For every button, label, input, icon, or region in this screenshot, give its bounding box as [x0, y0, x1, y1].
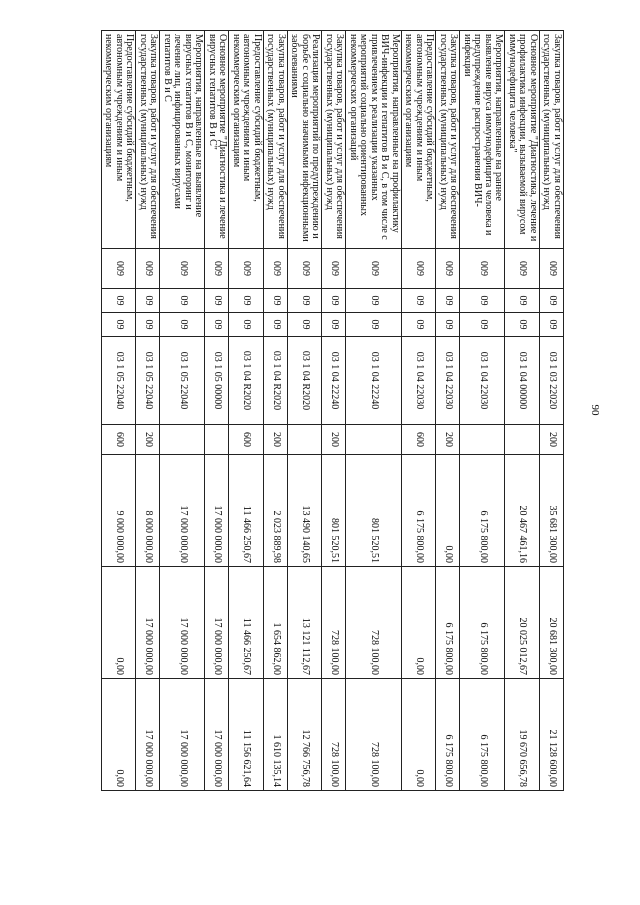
row-value-1: 6 175 800,00 [460, 455, 505, 567]
row-csr: 03 1 04 22240 [322, 337, 346, 425]
row-vr: 200 [264, 425, 288, 455]
row-gr: 009 [436, 249, 460, 289]
row-rz: 09 [436, 289, 460, 313]
table-row [402, 31, 437, 791]
row-csr: 03 1 04 22030 [436, 337, 460, 425]
row-value-3: 1 610 135,14 [264, 679, 288, 791]
row-gr: 009 [229, 249, 264, 289]
table-row [160, 31, 205, 791]
row-rz: 09 [322, 289, 346, 313]
row-rz: 09 [102, 289, 137, 313]
row-vr [505, 425, 540, 455]
row-value-2: 728 100,00 [346, 567, 402, 679]
row-value-2: 6 175 800,00 [460, 567, 505, 679]
row-csr: 03 1 04 R2020 [264, 337, 288, 425]
row-name: Основное мероприятие "Диагностика, лечение и профилактика инфекции, вызываемой вирусом иммунодефицита человека" [505, 31, 540, 249]
row-value-1: 2 023 889,98 [264, 455, 288, 567]
row-value-2: 20 681 300,00 [540, 567, 564, 679]
table-row [436, 31, 460, 791]
row-value-1: 11 466 250,67 [229, 455, 264, 567]
row-value-2: 1 654 862,00 [264, 567, 288, 679]
row-pr: 09 [102, 313, 137, 337]
row-csr: 03 1 04 R2020 [288, 337, 323, 425]
row-value-3: 6 175 800,00 [436, 679, 460, 791]
row-pr: 09 [136, 313, 160, 337]
table-row [460, 31, 505, 791]
row-value-2: 13 121 112,67 [288, 567, 323, 679]
row-pr: 09 [264, 313, 288, 337]
row-name: Основное мероприятие "Диагностика и лечение вирусных гепатитов В и С" [205, 31, 229, 249]
row-vr [460, 425, 505, 455]
row-name: Предоставление субсидий бюджетным, автономным учреждениям и иным некоммерческим организациям [102, 31, 137, 249]
row-rz: 09 [205, 289, 229, 313]
rotated-page [30, 30, 606, 790]
row-name: Закупка товаров, работ и услуг для обеспечения государственных (муниципальных) нужд [136, 31, 160, 249]
row-pr: 09 [229, 313, 264, 337]
row-gr: 009 [288, 249, 323, 289]
row-value-1: 17 000 000,00 [205, 455, 229, 567]
row-value-1: 20 467 461,16 [505, 455, 540, 567]
row-value-1: 6 175 800,00 [402, 455, 437, 567]
row-gr: 009 [264, 249, 288, 289]
row-rz: 09 [540, 289, 564, 313]
budget-table [101, 30, 564, 791]
row-value-1: 801 520,51 [346, 455, 402, 567]
row-vr [288, 425, 323, 455]
row-csr: 03 1 04 R2020 [229, 337, 264, 425]
row-pr: 09 [205, 313, 229, 337]
row-pr: 09 [505, 313, 540, 337]
row-value-2: 17 000 000,00 [136, 567, 160, 679]
row-value-3: 728 100,00 [322, 679, 346, 791]
row-value-1: 0,00 [436, 455, 460, 567]
row-value-3: 0,00 [402, 679, 437, 791]
row-gr: 009 [102, 249, 137, 289]
row-pr: 09 [540, 313, 564, 337]
row-csr: 03 1 03 22020 [540, 337, 564, 425]
row-name: Предоставление субсидий бюджетным, автономным учреждениям и иным некоммерческим организациям [402, 31, 437, 249]
row-csr: 03 1 05 22040 [102, 337, 137, 425]
table-row [102, 31, 137, 791]
table-row [229, 31, 264, 791]
row-value-3: 6 175 800,00 [460, 679, 505, 791]
row-gr: 009 [160, 249, 205, 289]
row-rz: 09 [402, 289, 437, 313]
row-value-1: 801 520,51 [322, 455, 346, 567]
row-value-2: 20 025 012,67 [505, 567, 540, 679]
row-vr: 200 [436, 425, 460, 455]
row-vr: 200 [322, 425, 346, 455]
row-gr: 009 [540, 249, 564, 289]
row-csr: 03 1 04 00000 [505, 337, 540, 425]
row-rz: 09 [505, 289, 540, 313]
row-vr: 600 [229, 425, 264, 455]
table-row [540, 31, 564, 791]
row-rz: 09 [160, 289, 205, 313]
table-row [136, 31, 160, 791]
row-value-3: 17 000 000,00 [205, 679, 229, 791]
row-value-2: 17 000 000,00 [160, 567, 205, 679]
table-row [264, 31, 288, 791]
row-rz: 09 [229, 289, 264, 313]
row-csr: 03 1 05 22040 [160, 337, 205, 425]
row-pr: 09 [322, 313, 346, 337]
row-gr: 009 [460, 249, 505, 289]
row-value-2: 6 175 800,00 [436, 567, 460, 679]
row-value-1: 13 490 140,65 [288, 455, 323, 567]
row-value-3: 21 128 600,00 [540, 679, 564, 791]
row-value-3: 728 100,00 [346, 679, 402, 791]
row-value-3: 12 766 756,78 [288, 679, 323, 791]
table-row [505, 31, 540, 791]
row-csr: 03 1 05 22040 [136, 337, 160, 425]
row-value-2: 0,00 [402, 567, 437, 679]
row-gr: 009 [205, 249, 229, 289]
table-row [346, 31, 402, 791]
row-gr: 009 [346, 249, 402, 289]
row-pr: 09 [288, 313, 323, 337]
page-number: 90 [589, 404, 601, 416]
row-value-3: 19 670 656,78 [505, 679, 540, 791]
table-row [288, 31, 323, 791]
row-value-2: 728 100,00 [322, 567, 346, 679]
row-value-3: 17 000 000,00 [136, 679, 160, 791]
row-pr: 09 [436, 313, 460, 337]
row-pr: 09 [460, 313, 505, 337]
row-vr [205, 425, 229, 455]
row-pr: 09 [346, 313, 402, 337]
row-name: Мероприятия, направленные на профилактику ВИЧ-инфекции и гепатитов В и С, в том числе с привлечением к реализации указанных мероприятий социально ориентированных некоммерческих организаций [346, 31, 402, 249]
row-value-1: 8 000 000,00 [136, 455, 160, 567]
row-name: Закупка товаров, работ и услуг для обеспечения государственных (муниципальных) нужд [264, 31, 288, 249]
row-pr: 09 [160, 313, 205, 337]
table-row [205, 31, 229, 791]
table-row [322, 31, 346, 791]
row-value-1: 35 681 300,00 [540, 455, 564, 567]
row-name: Предоставление субсидий бюджетным, автономным учреждениям и иным некоммерческим организациям [229, 31, 264, 249]
row-value-2: 0,00 [102, 567, 137, 679]
row-gr: 009 [505, 249, 540, 289]
row-csr: 03 1 04 22240 [346, 337, 402, 425]
row-vr: 200 [136, 425, 160, 455]
row-value-1: 9 000 000,00 [102, 455, 137, 567]
row-vr [160, 425, 205, 455]
row-rz: 09 [346, 289, 402, 313]
row-vr: 600 [402, 425, 437, 455]
row-rz: 09 [136, 289, 160, 313]
row-name: Закупка товаров, работ и услуг для обеспечения государственных (муниципальных) нужд [540, 31, 564, 249]
row-csr: 03 1 05 00000 [205, 337, 229, 425]
row-vr: 200 [540, 425, 564, 455]
row-vr: 600 [102, 425, 137, 455]
row-rz: 09 [288, 289, 323, 313]
row-vr [346, 425, 402, 455]
row-rz: 09 [460, 289, 505, 313]
row-value-3: 0,00 [102, 679, 137, 791]
row-name: Закупка товаров, работ и услуг для обеспечения государственных (муниципальных) нужд [436, 31, 460, 249]
row-gr: 009 [136, 249, 160, 289]
row-gr: 009 [322, 249, 346, 289]
row-pr: 09 [402, 313, 437, 337]
row-name: Реализация мероприятий по предупреждению и борьбе с социально значимыми инфекционными заболеваниями [288, 31, 323, 249]
table-body [102, 31, 564, 791]
row-name: Мероприятия, направленные на раннее выявление вируса иммунодефицита человека и предупреждение распространения ВИЧ-инфекции [460, 31, 505, 249]
row-name: Закупка товаров, работ и услуг для обеспечения государственных (муниципальных) нужд [322, 31, 346, 249]
row-gr: 009 [402, 249, 437, 289]
row-name: Мероприятия, направленные на выявление вирусных гепатитов В и С, мониторинг и лечение лиц, инфицированных вирусами гепатитов В и С [160, 31, 205, 249]
row-value-2: 11 466 250,67 [229, 567, 264, 679]
row-rz: 09 [264, 289, 288, 313]
row-value-1: 17 000 000,00 [160, 455, 205, 567]
row-value-3: 11 156 621,64 [229, 679, 264, 791]
row-value-2: 17 000 000,00 [205, 567, 229, 679]
row-value-3: 17 000 000,00 [160, 679, 205, 791]
row-csr: 03 1 04 22030 [460, 337, 505, 425]
row-csr: 03 1 04 22030 [402, 337, 437, 425]
